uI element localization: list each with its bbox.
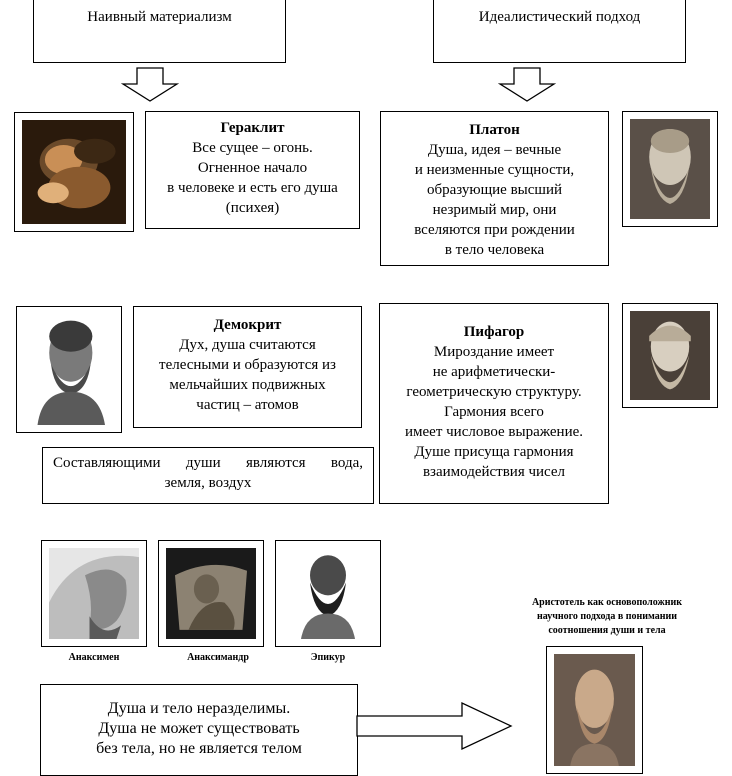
- down-arrow-left-icon: [121, 67, 179, 103]
- anaximander-portrait: [158, 540, 264, 647]
- soul-elements-line: земля, воздух: [164, 475, 252, 491]
- pythagoras-box: [379, 303, 609, 504]
- aristotle-caption-line: Аристотель как основоположник: [531, 597, 683, 608]
- pythagoras-line: взаимодействия чисел: [422, 464, 566, 480]
- heraclitus-portrait: [14, 112, 134, 232]
- right-arrow-icon: [356, 701, 514, 751]
- pythagoras-portrait: [622, 303, 718, 408]
- democritus-line: мельчайших подвижных: [169, 377, 326, 393]
- anaximander-caption: Анаксимандр: [187, 652, 249, 663]
- anaximander-relief-icon: [166, 548, 256, 639]
- anaximenes-portrait: [41, 540, 147, 647]
- plato-line: образующие высший: [426, 182, 562, 198]
- naive-materialism-title: Наивный материализм: [87, 9, 232, 25]
- plato-line: незримый мир, они: [432, 202, 557, 218]
- anaximenes-profile-icon: [49, 548, 139, 639]
- heraclitus-line: в человеке и есть его душа: [167, 180, 338, 196]
- democritus-box: [133, 306, 362, 428]
- pythagoras-line: геометрическую структуру.: [406, 384, 582, 400]
- heraclitus-line: Огненное начало: [197, 160, 308, 176]
- idealistic-approach-title: Идеалистический подход: [478, 9, 641, 25]
- pythagoras-line: не арифметически-: [432, 364, 556, 380]
- pythagoras-line: Мироздание имеет: [433, 344, 555, 360]
- epicurus-portrait: [275, 540, 381, 647]
- aristotle-caption-line: соотношения души и тела: [548, 625, 666, 636]
- pythagoras-line: Гармония всего: [444, 404, 544, 420]
- aristotle-bust-icon: [554, 654, 635, 766]
- naive-materialism-box: [33, 0, 286, 63]
- pythagoras-name: Пифагор: [463, 324, 525, 340]
- pythagoras-bust-icon: [630, 311, 710, 400]
- plato-name: Платон: [469, 122, 520, 138]
- soul-elements-box: [42, 447, 374, 504]
- soul-elements-line: Составляющими души являются вода,: [53, 455, 363, 471]
- aristotle-caption-line: научного подхода в понимании: [536, 611, 678, 622]
- democritus-name: Демокрит: [213, 317, 282, 333]
- epicurus-bust-icon: [283, 548, 373, 639]
- down-arrow-right-icon: [498, 67, 556, 103]
- soul-body-line: Душа и тело неразделимы.: [107, 700, 291, 717]
- democritus-bust-icon: [24, 314, 114, 425]
- plato-box: [380, 111, 609, 266]
- epicurus-caption: Эпикур: [310, 652, 346, 663]
- plato-portrait: [622, 111, 718, 227]
- heraclitus-line: (психея): [225, 200, 280, 216]
- democritus-line: Дух, душа считаются: [179, 337, 316, 353]
- aristotle-portrait: [546, 646, 643, 774]
- soul-body-line: без тела, но не является телом: [96, 740, 302, 757]
- pythagoras-line: Душе присуща гармония: [414, 444, 574, 460]
- anaximenes-caption: Анаксимен: [68, 652, 120, 663]
- pythagoras-line: имеет числовое выражение.: [404, 424, 584, 440]
- soul-body-box: [40, 684, 358, 776]
- democritus-portrait: [16, 306, 122, 433]
- soul-body-line: Душа не может существовать: [98, 720, 300, 737]
- idealistic-approach-box: [433, 0, 686, 63]
- democritus-line: телесными и образуются из: [159, 357, 336, 373]
- heraclitus-line: Все сущее – огонь.: [192, 140, 313, 156]
- democritus-line: частиц – атомов: [196, 397, 299, 413]
- heraclitus-name: Гераклит: [220, 120, 285, 136]
- aristotle-caption: [482, 596, 732, 638]
- plato-line: в тело человека: [444, 242, 545, 258]
- heraclitus-box: [145, 111, 360, 229]
- plato-line: и неизменные сущности,: [414, 162, 575, 178]
- plato-bust-icon: [630, 119, 710, 219]
- plato-line: вселяются при рождении: [414, 222, 575, 238]
- plato-line: Душа, идея – вечные: [427, 142, 562, 158]
- heraclitus-painting-icon: [22, 120, 126, 224]
